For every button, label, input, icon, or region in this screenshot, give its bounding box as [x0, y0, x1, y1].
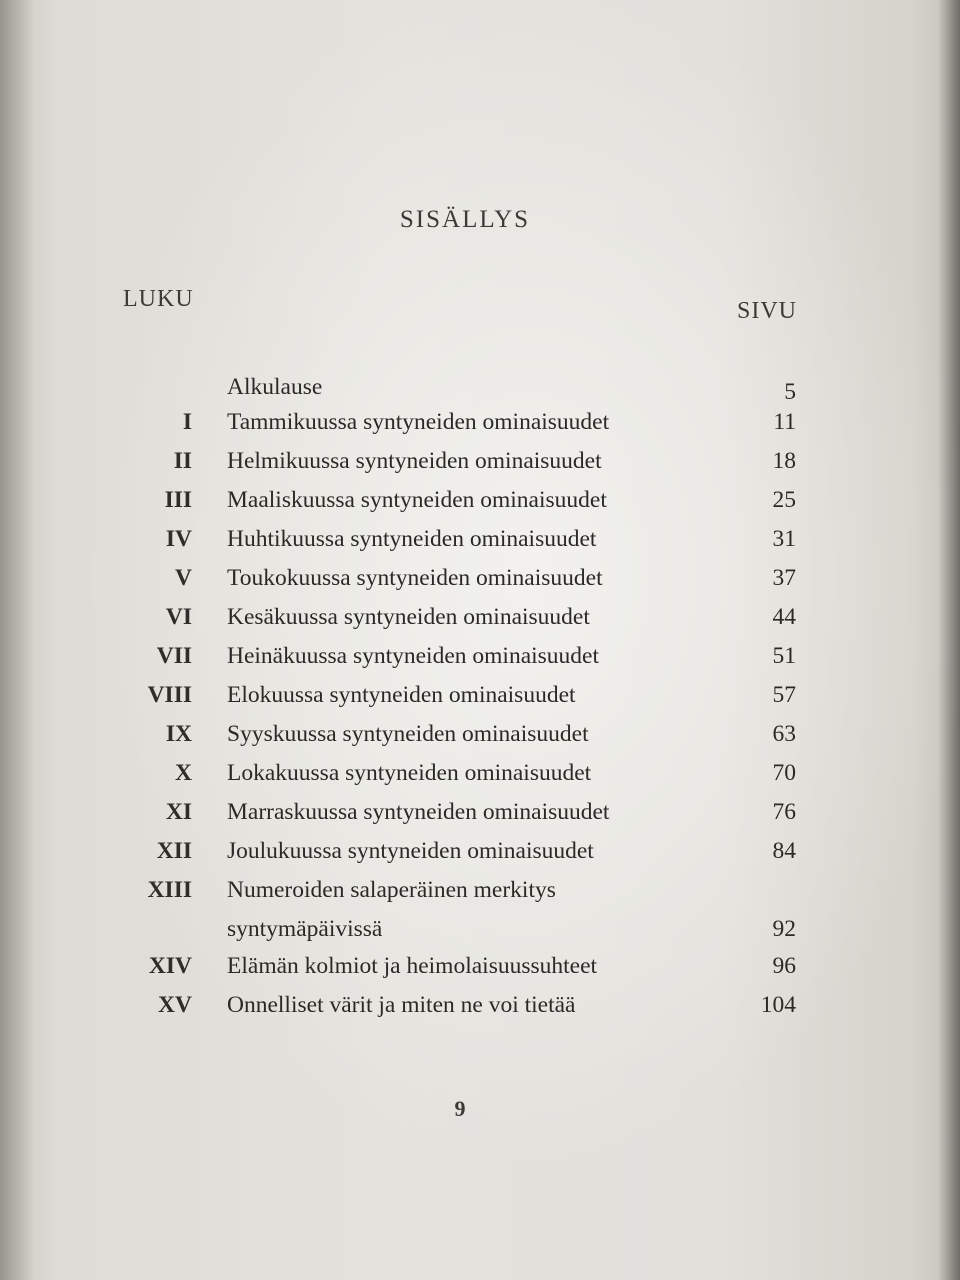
- toc-row: [0, 442, 960, 481]
- toc-row: [0, 481, 960, 520]
- chapter-title: Elokuussa syntyneiden ominaisuudet: [227, 682, 576, 708]
- chapter-number: IX: [165, 721, 192, 747]
- chapter-title: Huhtikuussa syntyneiden ominaisuudet: [227, 526, 597, 552]
- chapter-title: Heinäkuussa syntyneiden ominaisuudet: [227, 643, 600, 669]
- page-number: 31: [772, 526, 796, 552]
- chapter-title: Numeroiden salaperäinen merkitys: [227, 877, 556, 903]
- chapter-title: Toukokuussa syntyneiden ominaisuudet: [227, 565, 603, 591]
- chapter-title: Helmikuussa syntyneiden ominaisuudet: [227, 448, 602, 474]
- chapter-title: Alkulause: [227, 374, 323, 400]
- chapter-number: XV: [158, 992, 192, 1018]
- toc-row-continued: [0, 910, 960, 947]
- toc-row: [0, 676, 960, 715]
- chapter-number: III: [164, 487, 192, 513]
- page-number: 63: [772, 721, 796, 747]
- toc-row: [0, 986, 960, 1025]
- page-number: 96: [772, 953, 796, 979]
- column-header-chapter: LUKU: [123, 286, 194, 312]
- page-number: 57: [772, 682, 796, 708]
- page-number: 5: [784, 379, 796, 405]
- chapter-number: V: [175, 565, 192, 591]
- page-number: 76: [772, 799, 796, 825]
- chapter-number: VI: [165, 604, 192, 630]
- chapter-number: XII: [156, 838, 192, 864]
- chapter-number: XI: [165, 799, 192, 825]
- page-number: 37: [772, 565, 796, 591]
- chapter-title: Elämän kolmiot ja heimolaisuussuhteet: [227, 953, 598, 979]
- chapter-number: XIII: [147, 877, 192, 903]
- column-header-page: SIVU: [736, 298, 797, 324]
- toc-row: [0, 598, 960, 637]
- table-of-contents: [0, 364, 960, 1025]
- chapter-title: Maaliskuussa syntyneiden ominaisuudet: [227, 487, 607, 513]
- page-number: 44: [772, 604, 796, 630]
- chapter-title: Onnelliset värit ja miten ne voi tietää: [227, 992, 576, 1018]
- toc-row: [0, 559, 960, 598]
- page-number: 70: [772, 760, 796, 786]
- chapter-number: VIII: [147, 682, 192, 708]
- page-number: 92: [772, 916, 796, 942]
- toc-row: [0, 871, 960, 910]
- chapter-title: Syyskuussa syntyneiden ominaisuudet: [227, 721, 589, 747]
- folio-page-number: 9: [454, 1096, 466, 1121]
- chapter-title: Kesäkuussa syntyneiden ominaisuudet: [227, 604, 590, 630]
- toc-row: [0, 364, 960, 403]
- toc-row: [0, 520, 960, 559]
- toc-row: [0, 793, 960, 832]
- chapter-number: VII: [156, 643, 192, 669]
- chapter-title: Lokakuussa syntyneiden ominaisuudet: [227, 760, 592, 786]
- chapter-title: Tammikuussa syntyneiden ominaisuudet: [227, 409, 610, 435]
- chapter-number: I: [182, 409, 192, 435]
- toc-row: [0, 637, 960, 676]
- toc-row: [0, 403, 960, 442]
- chapter-number: X: [175, 760, 192, 786]
- page-number: 25: [772, 487, 796, 513]
- chapter-title: Joulukuussa syntyneiden ominaisuudet: [227, 838, 594, 864]
- page-number: 18: [772, 448, 796, 474]
- page-number: 51: [772, 643, 796, 669]
- chapter-number: XIV: [148, 953, 192, 979]
- toc-row: [0, 832, 960, 871]
- page-number: 84: [772, 838, 796, 864]
- toc-row: [0, 947, 960, 986]
- toc-row: [0, 754, 960, 793]
- chapter-title: Marraskuussa syntyneiden ominaisuudet: [227, 799, 610, 825]
- page-number: 11: [773, 409, 796, 435]
- chapter-number: II: [173, 448, 192, 474]
- chapter-number: IV: [165, 526, 192, 552]
- page-title: SISÄLLYS: [399, 206, 531, 233]
- page-number: 104: [760, 992, 796, 1018]
- toc-row: [0, 715, 960, 754]
- chapter-title: syntymäpäivissä: [227, 916, 383, 942]
